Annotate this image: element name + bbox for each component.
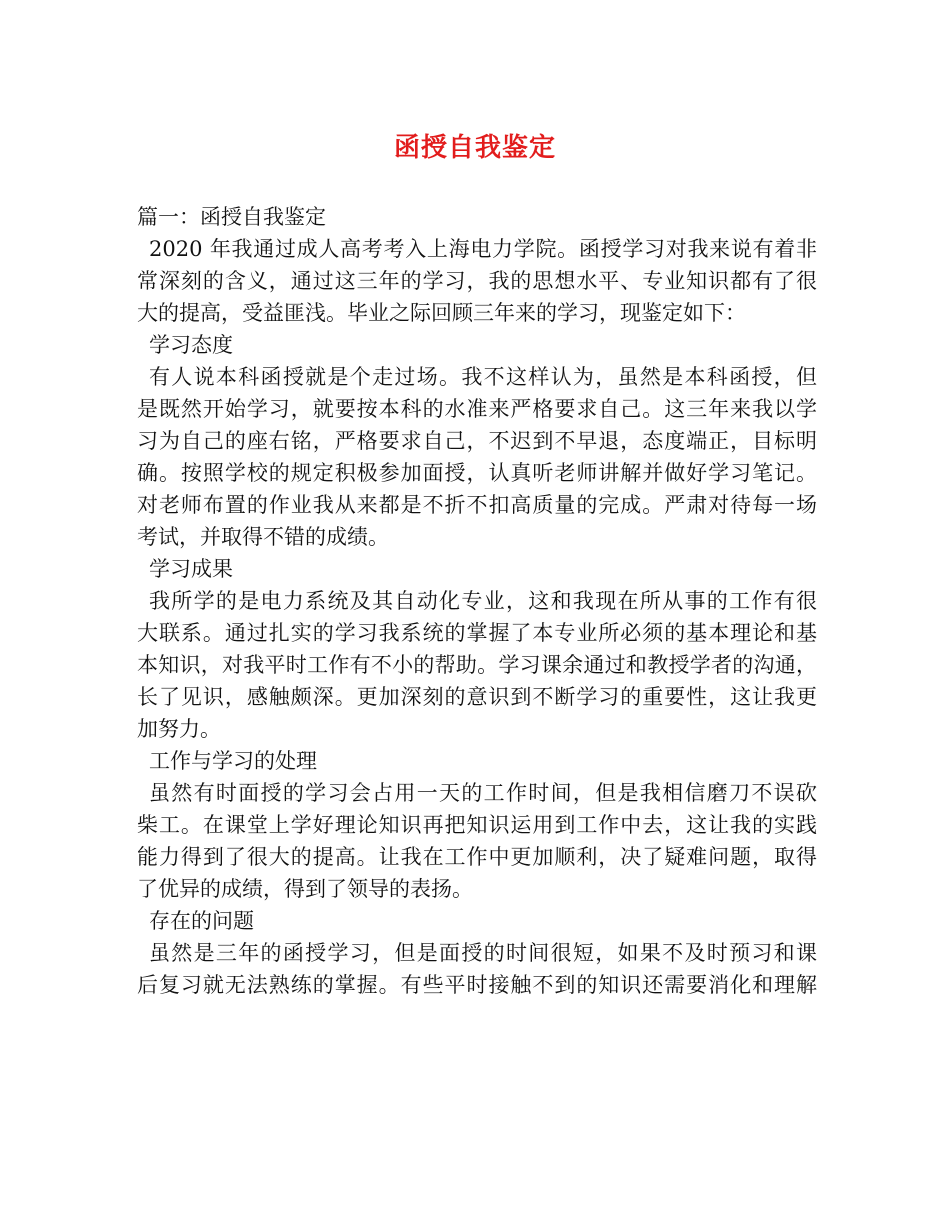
text-line: 大联系。通过扎实的学习我系统的掌握了本专业所必须的基本理论和基 [137, 621, 817, 645]
text-line: 后复习就无法熟练的掌握。有些平时接触不到的知识还需要消化和理解 [137, 973, 817, 997]
text-line: 大的提高，受益匪浅。毕业之际回顾三年来的学习，现鉴定如下： [137, 301, 746, 325]
text-line: 存在的问题 [149, 909, 254, 933]
text-line: 篇一：函授自我鉴定 [137, 205, 326, 229]
text-line: 考试，并取得不错的成绩。 [137, 525, 389, 549]
text-line: 学习成果 [149, 557, 233, 581]
document-body [137, 201, 817, 1001]
text-line: 对老师布置的作业我从来都是不折不扣高质量的完成。严肃对待每一场 [137, 493, 817, 517]
text-line: 常深刻的含义，通过这三年的学习，我的思想水平、专业知识都有了很 [137, 269, 817, 293]
text-line: 有人说本科函授就是个走过场。我不这样认为，虽然是本科函授，但 [149, 365, 817, 389]
text-line: 了优异的成绩，得到了领导的表扬。 [137, 877, 473, 901]
text-line: 本知识，对我平时工作有不小的帮助。学习课余通过和教授学者的沟通， [137, 653, 817, 677]
text-line: 学习态度 [149, 333, 233, 357]
text-line: 虽然有时面授的学习会占用一天的工作时间，但是我相信磨刀不误砍 [149, 781, 817, 805]
text-line: 习为自己的座右铭，严格要求自己，不迟到不早退，态度端正，目标明 [137, 429, 817, 453]
text-line: 我所学的是电力系统及其自动化专业，这和我现在所从事的工作有很 [149, 589, 817, 613]
page-title: 函授自我鉴定 [393, 133, 556, 163]
text-line: 柴工。在课堂上学好理论知识再把知识运用到工作中去，这让我的实践 [137, 813, 817, 837]
text-line: 长了见识，感触颇深。更加深刻的意识到不断学习的重要性，这让我更 [137, 685, 817, 709]
text-line: 确。按照学校的规定积极参加面授，认真听老师讲解并做好学习笔记。 [137, 461, 817, 485]
text-line: 能力得到了很大的提高。让我在工作中更加顺利，决了疑难问题，取得 [137, 845, 817, 869]
text-line: 虽然是三年的函授学习，但是面授的时间很短，如果不及时预习和课 [149, 941, 817, 965]
text-line: 加努力。 [137, 717, 221, 741]
text-line: 是既然开始学习，就要按本科的水准来严格要求自己。这三年来我以学 [137, 397, 817, 421]
text-line: 工作与学习的处理 [149, 749, 317, 773]
text-line: 2020 年我通过成人高考考入上海电力学院。函授学习对我来说有着非 [149, 237, 817, 261]
